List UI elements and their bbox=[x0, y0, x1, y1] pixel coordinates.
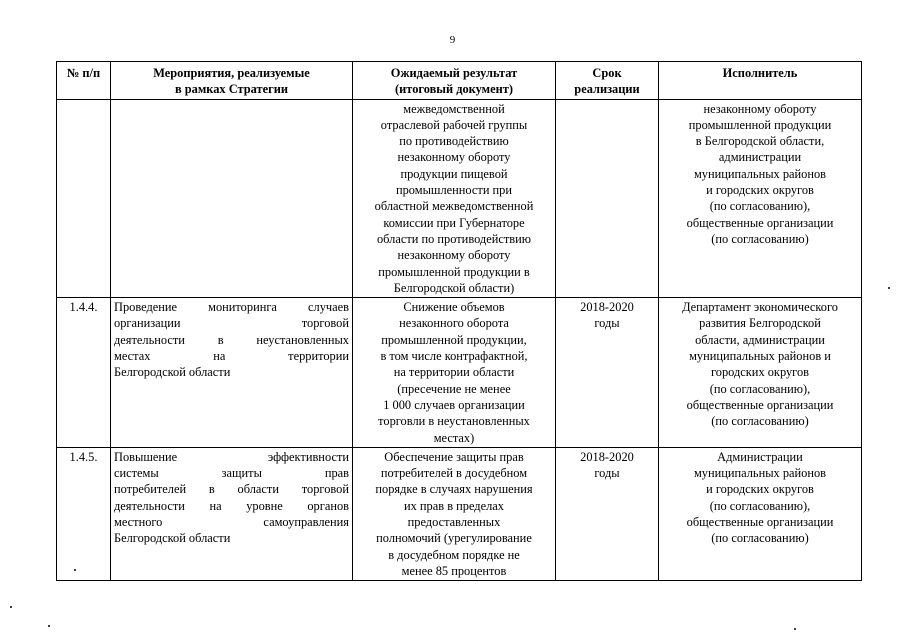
header-measures: Мероприятия, реализуемые в рамках Стратегии bbox=[111, 62, 353, 100]
cell-number: 1.4.4. bbox=[57, 298, 111, 448]
cell-result: Снижение объемов незаконного оборота промышленной продукции, в том числе контрафактной, на территории области (пресечение не менее 1 000 случаев организации торговли в неустановленных местах) bbox=[353, 298, 556, 448]
scan-speck bbox=[888, 287, 890, 289]
scan-speck bbox=[10, 606, 12, 608]
scan-speck bbox=[48, 625, 50, 627]
header-number: № п/п bbox=[57, 62, 111, 100]
cell-measure: Проведение мониторинга случаев организации торговой деятельности в неустановленных местах на территории Белгородской области bbox=[111, 298, 353, 448]
cell-executor: незаконному обороту промышленной продукции в Белгородской области, администрации муниципальных районов и городских округов (по согласованию), общественные организации (по согласованию) bbox=[659, 99, 862, 298]
page-number: 9 bbox=[449, 34, 456, 46]
cell-result: межведомственной отраслевой рабочей группы по противодействию незаконному обороту продукции пищевой промышленности при областной межведомственной комиссии при Губернаторе области по противодействию незаконному обороту промышленной продукции в Белгородской области) bbox=[353, 99, 556, 298]
cell-term: 2018-2020 годы bbox=[556, 447, 659, 580]
header-term: Срок реализации bbox=[556, 62, 659, 100]
cell-term bbox=[556, 99, 659, 298]
cell-number bbox=[57, 99, 111, 298]
cell-number: 1.4.5. bbox=[57, 447, 111, 580]
cell-executor: Администрации муниципальных районов и городских округов (по согласованию), общественные организации (по согласованию) bbox=[659, 447, 862, 580]
header-executor: Исполнитель bbox=[659, 62, 862, 100]
cell-executor: Департамент экономического развития Белгородской области, администрации муниципальных районов и городских округов (по согласованию), общественные организации (по согласованию) bbox=[659, 298, 862, 448]
header-expected-result: Ожидаемый результат (итоговый документ) bbox=[353, 62, 556, 100]
table-row bbox=[57, 298, 862, 448]
cell-measure bbox=[111, 99, 353, 298]
cell-term: 2018-2020 годы bbox=[556, 298, 659, 448]
scan-speck bbox=[794, 628, 796, 630]
table-row bbox=[57, 99, 862, 298]
scan-speck bbox=[74, 569, 76, 571]
cell-result: Обеспечение защиты прав потребителей в досудебном порядке в случаях нарушения их прав в пределах предоставленных полномочий (урегулирование в досудебном порядке не менее 85 процентов bbox=[353, 447, 556, 580]
strategy-measures-table bbox=[56, 61, 862, 581]
cell-measure: Повышение эффективности системы защиты прав потребителей в области торговой деятельности на уровне органов местного самоуправления Белгородской области bbox=[111, 447, 353, 580]
table-header-row bbox=[57, 62, 862, 100]
table-row bbox=[57, 447, 862, 580]
